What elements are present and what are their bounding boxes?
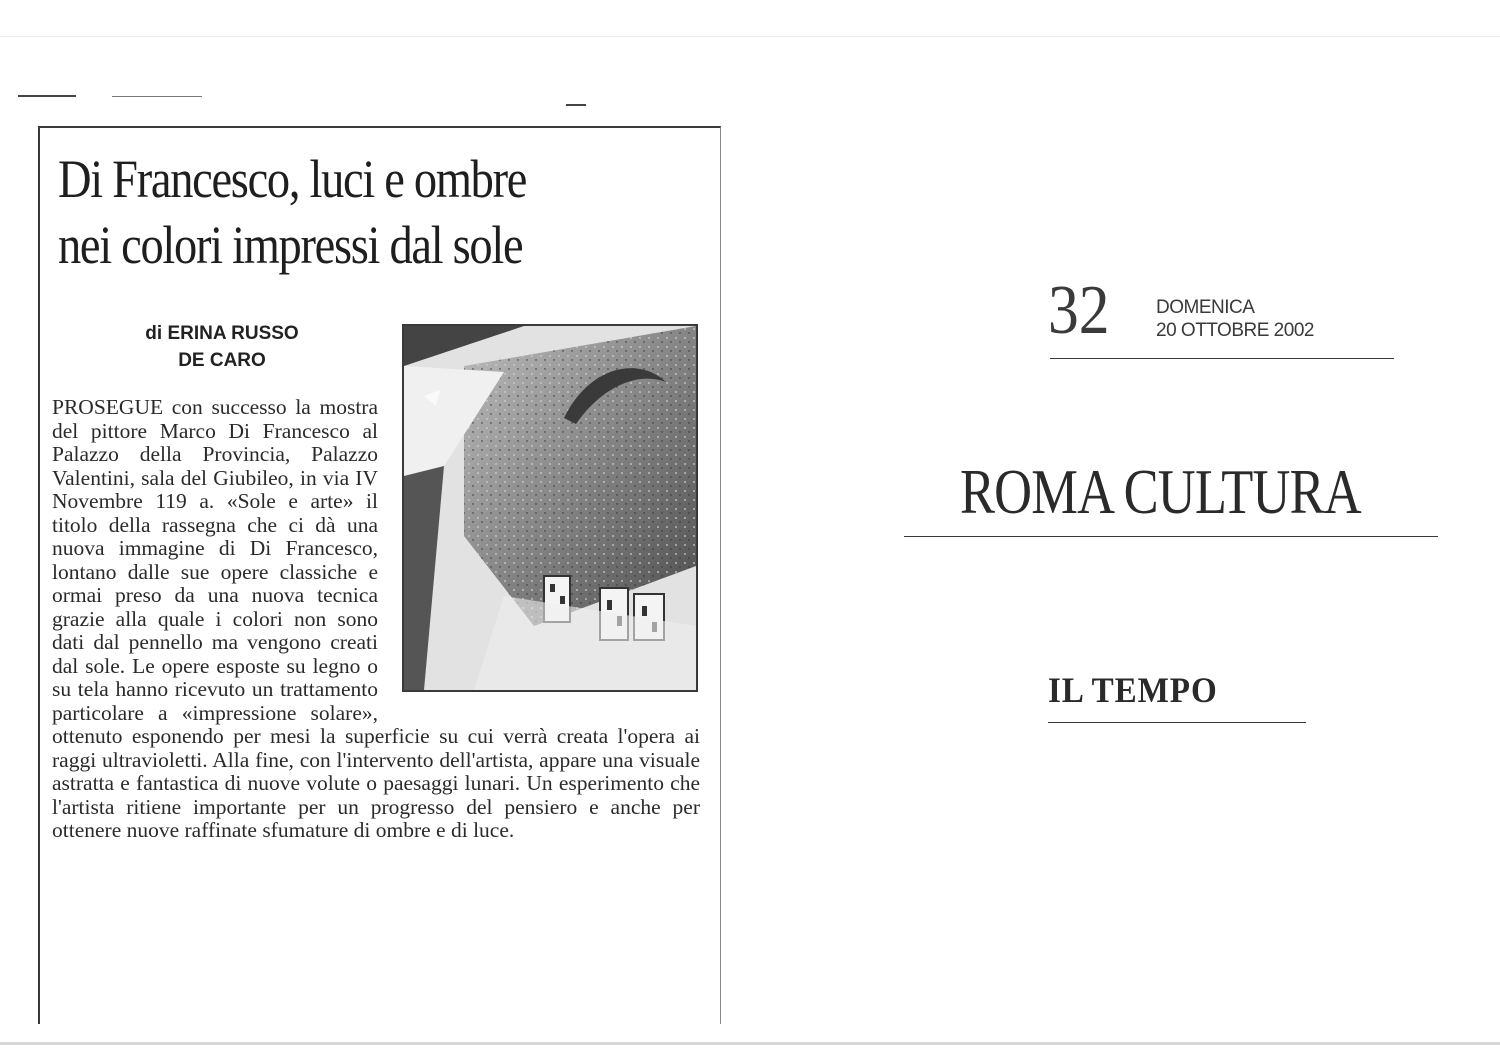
issue-date [1156, 296, 1314, 342]
page-number: 32 [1048, 272, 1110, 349]
decorative-dash [18, 95, 76, 97]
issue-day: DOMENICA [1156, 297, 1255, 318]
decorative-dash [566, 104, 586, 106]
scan-edge-line [0, 36, 1500, 37]
article-clipping [38, 126, 721, 1024]
headline-line: Di Francesco, luci e ombre [58, 149, 527, 209]
newspaper-name: IL TEMPO [1048, 670, 1218, 710]
article-byline [112, 320, 332, 374]
article-body [52, 396, 700, 843]
divider-line [1050, 358, 1394, 359]
scan-edge-line [0, 1042, 1500, 1045]
photo-wrap-spacer [378, 396, 700, 702]
headline-line: nei colori impressi dal sole [58, 215, 523, 275]
section-title: ROMA CULTURA [960, 456, 1361, 527]
byline-line: DE CARO [178, 350, 266, 371]
article-headline [58, 146, 617, 278]
decorative-dash [112, 96, 202, 97]
issue-full-date: 20 OTTOBRE 2002 [1156, 320, 1314, 341]
divider-line [904, 536, 1438, 537]
divider-line [1048, 722, 1306, 723]
article-body-text: PROSEGUE con successo la mostra del pittore Marco Di Francesco al Palazzo della Provincia, Palazzo Valentini, sala del Giubileo, in via IV Novembre 119 a. «Sole e arte» il titolo della rassegna che ci dà una nuova immagine di Di Francesco, lontano dalle sue opere classiche e ormai preso da una nuova tecnica grazie alla quale i colori non sono dati dal pennello ma vengono creati dal sole. Le opere esposte su legno o su tela hanno ricevuto un trattamento particolare a «impressione solare», ottenuto esponendo per mesi la superficie su cui verrà creata l'opera ai raggi ultravioletti. Alla fine, con l'intervento dell'artista, appare una visuale astratta e fantastica di nuove volute o paesaggi lunari. Un esperimento che l'artista ritiene importante per un progresso del pensiero e anche per ottenere nuove raffinate sfumature di ombre e di luce. [52, 395, 700, 842]
byline-line: di ERINA RUSSO [145, 323, 299, 344]
